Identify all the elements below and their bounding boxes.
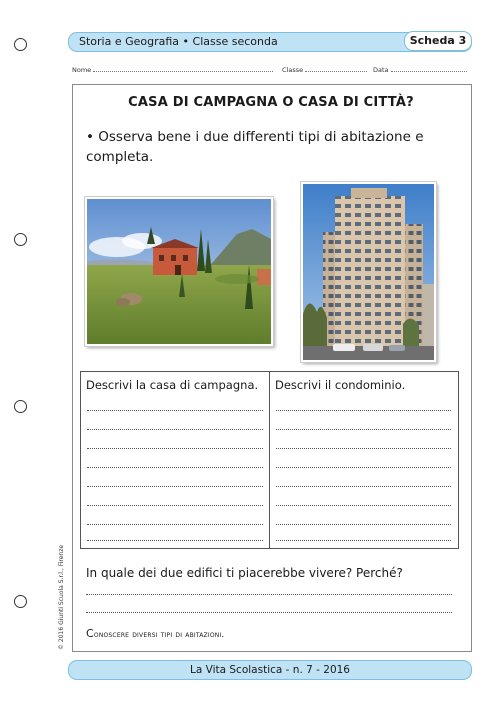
date-dotted-line: [391, 67, 467, 72]
condominium-answer-line[interactable]: [276, 540, 451, 541]
country-answer-line[interactable]: [87, 410, 263, 411]
country-answer-line[interactable]: [87, 540, 263, 541]
country-house-column-header: Descrivi la casa di campagna.: [86, 378, 259, 392]
preference-question: In quale dei due edifici ti piacerebbe vivere? Perché?: [86, 566, 403, 580]
question-answer-line[interactable]: [86, 594, 452, 595]
country-answer-line[interactable]: [87, 429, 263, 430]
binder-hole-upper: [14, 233, 27, 246]
class-label: Classe: [282, 66, 304, 74]
class-level-label: Classe seconda: [192, 35, 278, 48]
country-house-photo: [85, 197, 273, 346]
name-label: Nome: [72, 66, 92, 74]
separator-bullet: •: [182, 35, 190, 48]
condominium-answer-line[interactable]: [276, 429, 451, 430]
table-divider: [269, 372, 270, 548]
subject-label: Storia e Geografia: [79, 35, 180, 48]
copyright-notice: © 2016 Giunti Scuola S.r.l., Firenze: [58, 544, 65, 650]
country-answer-line[interactable]: [87, 486, 263, 487]
name-field[interactable]: [72, 66, 273, 74]
date-field[interactable]: [373, 66, 467, 74]
condominium-answer-line[interactable]: [276, 410, 451, 411]
country-house-illustration: [87, 199, 271, 344]
instruction-text: • Osserva bene i due differenti tipi di abitazione e completa.: [86, 129, 424, 165]
country-answer-line[interactable]: [87, 448, 263, 449]
learning-goal: [86, 627, 224, 640]
condominium-column-header: Descrivi il condominio.: [275, 378, 406, 392]
learning-goal-initial: C: [86, 627, 94, 640]
binder-hole-top: [14, 38, 27, 51]
country-answer-line[interactable]: [87, 467, 263, 468]
binder-hole-bottom: [14, 595, 27, 608]
question-answer-line[interactable]: [86, 612, 452, 613]
header-subject-line: [79, 34, 278, 50]
country-answer-line[interactable]: [87, 524, 263, 525]
learning-goal-text: onoscere diversi tipi di abitazioni.: [93, 630, 225, 640]
condominium-answer-line[interactable]: [276, 448, 451, 449]
date-label: Data: [373, 66, 389, 74]
class-dotted-line: [305, 67, 367, 72]
condominium-illustration: [303, 184, 434, 360]
condominium-answer-line[interactable]: [276, 524, 451, 525]
condominium-answer-line[interactable]: [276, 486, 451, 487]
condominium-answer-line[interactable]: [276, 505, 451, 506]
name-dotted-line: [93, 67, 273, 72]
country-answer-line[interactable]: [87, 505, 263, 506]
worksheet-title: CASA DI CAMPAGNA O CASA DI CITTÀ?: [128, 95, 414, 110]
class-field[interactable]: [282, 66, 367, 74]
condominium-answer-line[interactable]: [276, 467, 451, 468]
binder-hole-lower: [14, 400, 27, 413]
condominium-photo: [301, 182, 436, 362]
sheet-number-badge: Scheda 3: [404, 31, 472, 51]
footer-banner: La Vita Scolastica - n. 7 - 2016: [68, 660, 472, 680]
description-table: [80, 371, 459, 549]
